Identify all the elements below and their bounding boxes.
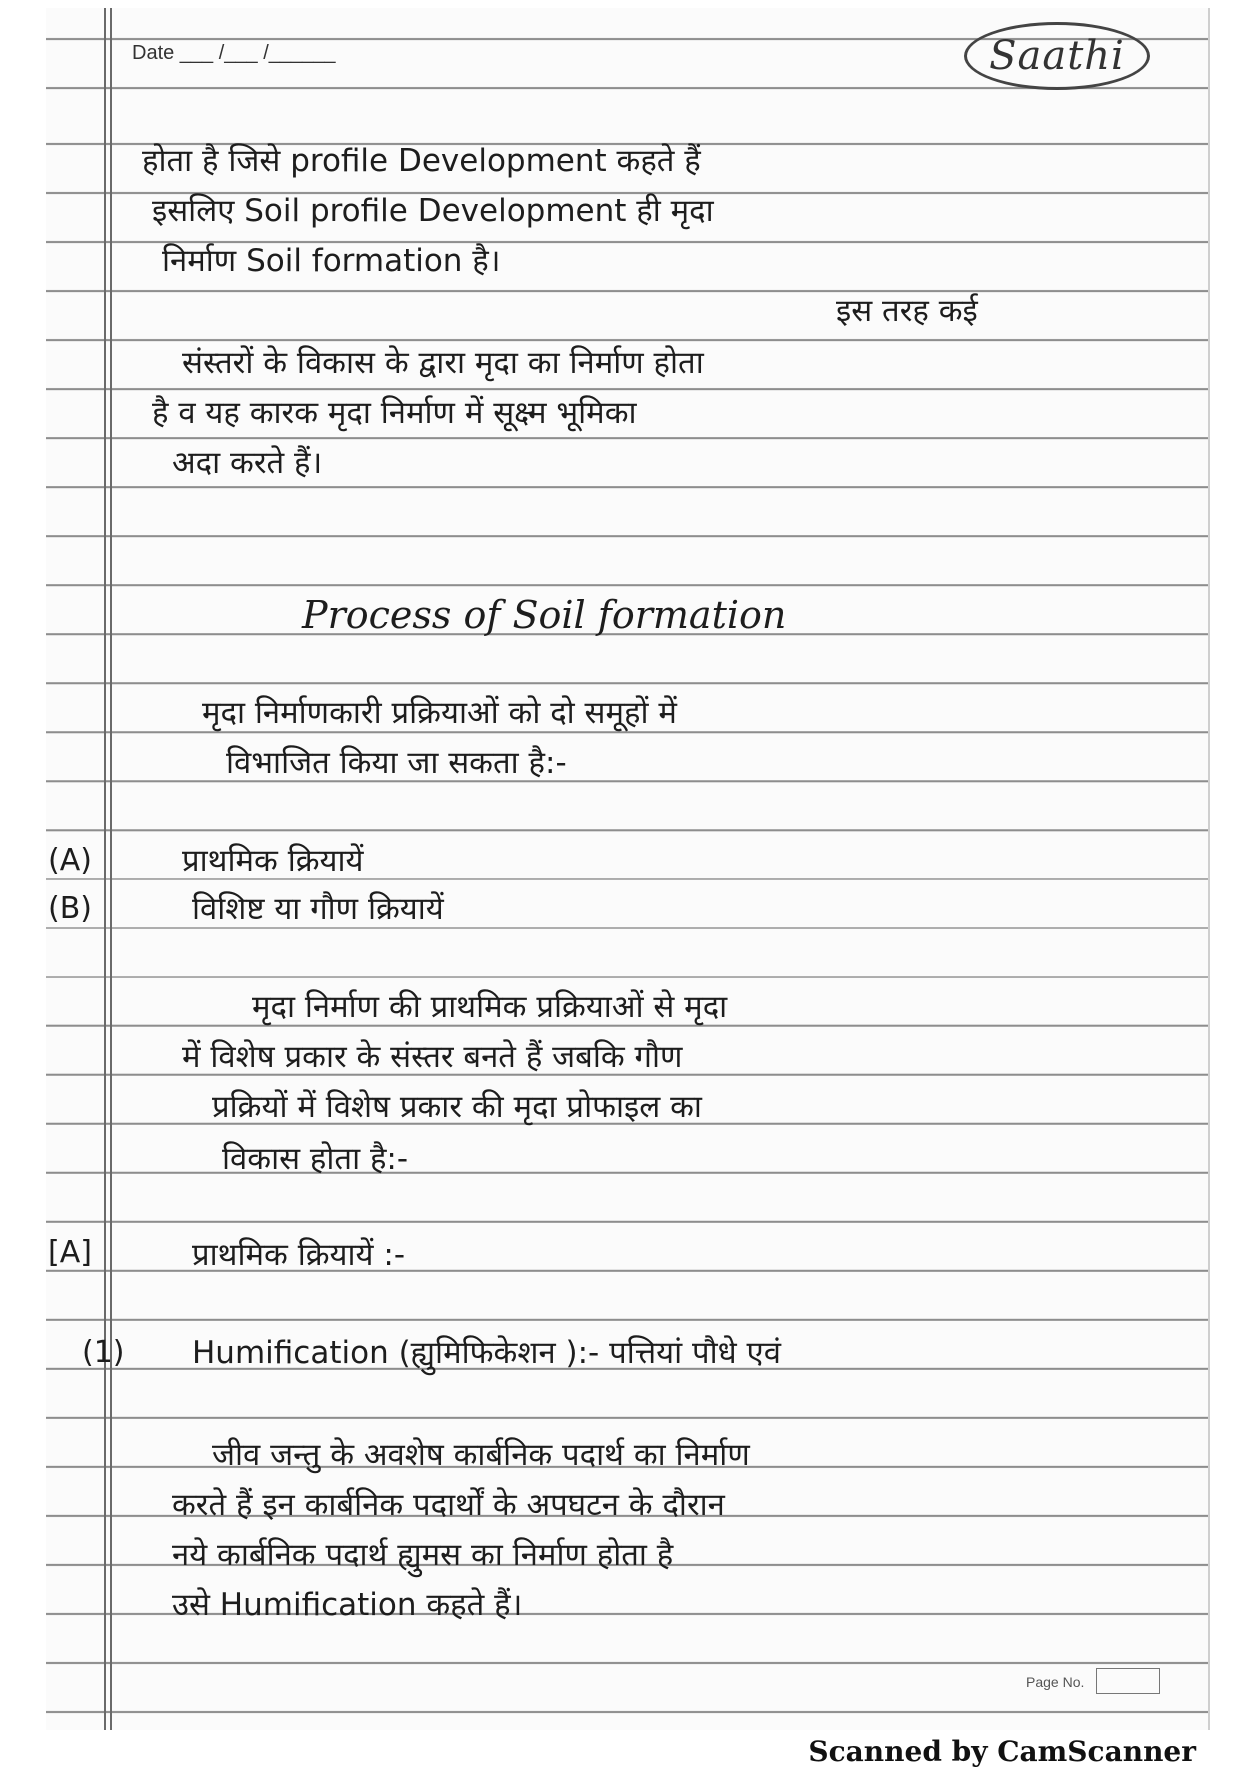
text-line: है व यह कारक मृदा निर्माण में सूक्ष्म भूमिका bbox=[152, 395, 637, 431]
notebook-page bbox=[46, 8, 1210, 1730]
date-field: Date ___ /___ /______ bbox=[132, 42, 336, 64]
brand-logo bbox=[964, 22, 1150, 90]
item-label: (1) bbox=[82, 1335, 125, 1370]
text-line: नये कार्बनिक पदार्थ ह्युमस का निर्माण होता है bbox=[172, 1537, 674, 1573]
text-line: इसलिए Soil profile Development ही मृदा bbox=[152, 193, 714, 229]
margin-line bbox=[110, 8, 112, 1730]
text-line: संस्तरों के विकास के द्वारा मृदा का निर्माण होता bbox=[182, 345, 704, 381]
text-line: इस तरह कई bbox=[836, 293, 978, 329]
section-title: Process of Soil formation bbox=[302, 593, 787, 637]
text-line: विकास होता है:- bbox=[222, 1141, 409, 1177]
text-line: होता है जिसे profile Development कहते हैं bbox=[142, 143, 701, 179]
list-label: (A) bbox=[48, 843, 92, 878]
text-line: जीव जन्तु के अवशेष कार्बनिक पदार्थ का निर्माण bbox=[212, 1437, 750, 1473]
brand-name: Saathi bbox=[989, 33, 1125, 79]
page-number-box bbox=[1096, 1668, 1160, 1694]
text-line: उसे Humification कहते हैं। bbox=[172, 1587, 523, 1623]
list-item: प्राथमिक क्रियायें bbox=[182, 843, 364, 879]
section-label: [A] bbox=[48, 1235, 92, 1270]
item-heading: Humification (ह्युमिफिकेशन ):- पत्तियां पौधे एवं bbox=[192, 1335, 781, 1371]
page-number-label: Page No. bbox=[1026, 1674, 1085, 1690]
text-line: विभाजित किया जा सकता है:- bbox=[226, 745, 567, 781]
text-line: मृदा निर्माण की प्राथमिक प्रक्रियाओं से मृदा bbox=[252, 989, 728, 1025]
list-item: विशिष्ट या गौण क्रियायें bbox=[192, 891, 444, 927]
text-line: प्रक्रियों में विशेष प्रकार की मृदा प्रोफाइल का bbox=[212, 1089, 702, 1125]
margin-line bbox=[104, 8, 106, 1730]
text-line: अदा करते हैं। bbox=[172, 445, 323, 481]
text-line: करते हैं इन कार्बनिक पदार्थों के अपघटन के दौरान bbox=[172, 1487, 725, 1523]
text-line: मृदा निर्माणकारी प्रक्रियाओं को दो समूहों में bbox=[202, 695, 677, 731]
text-line: में विशेष प्रकार के संस्तर बनते हैं जबकि गौण bbox=[182, 1039, 683, 1075]
scanner-watermark: Scanned by CamScanner bbox=[808, 1735, 1196, 1768]
text-line: निर्माण Soil formation है। bbox=[162, 243, 501, 279]
subheading: प्राथमिक क्रियायें :- bbox=[192, 1237, 406, 1273]
list-label: (B) bbox=[48, 891, 92, 926]
